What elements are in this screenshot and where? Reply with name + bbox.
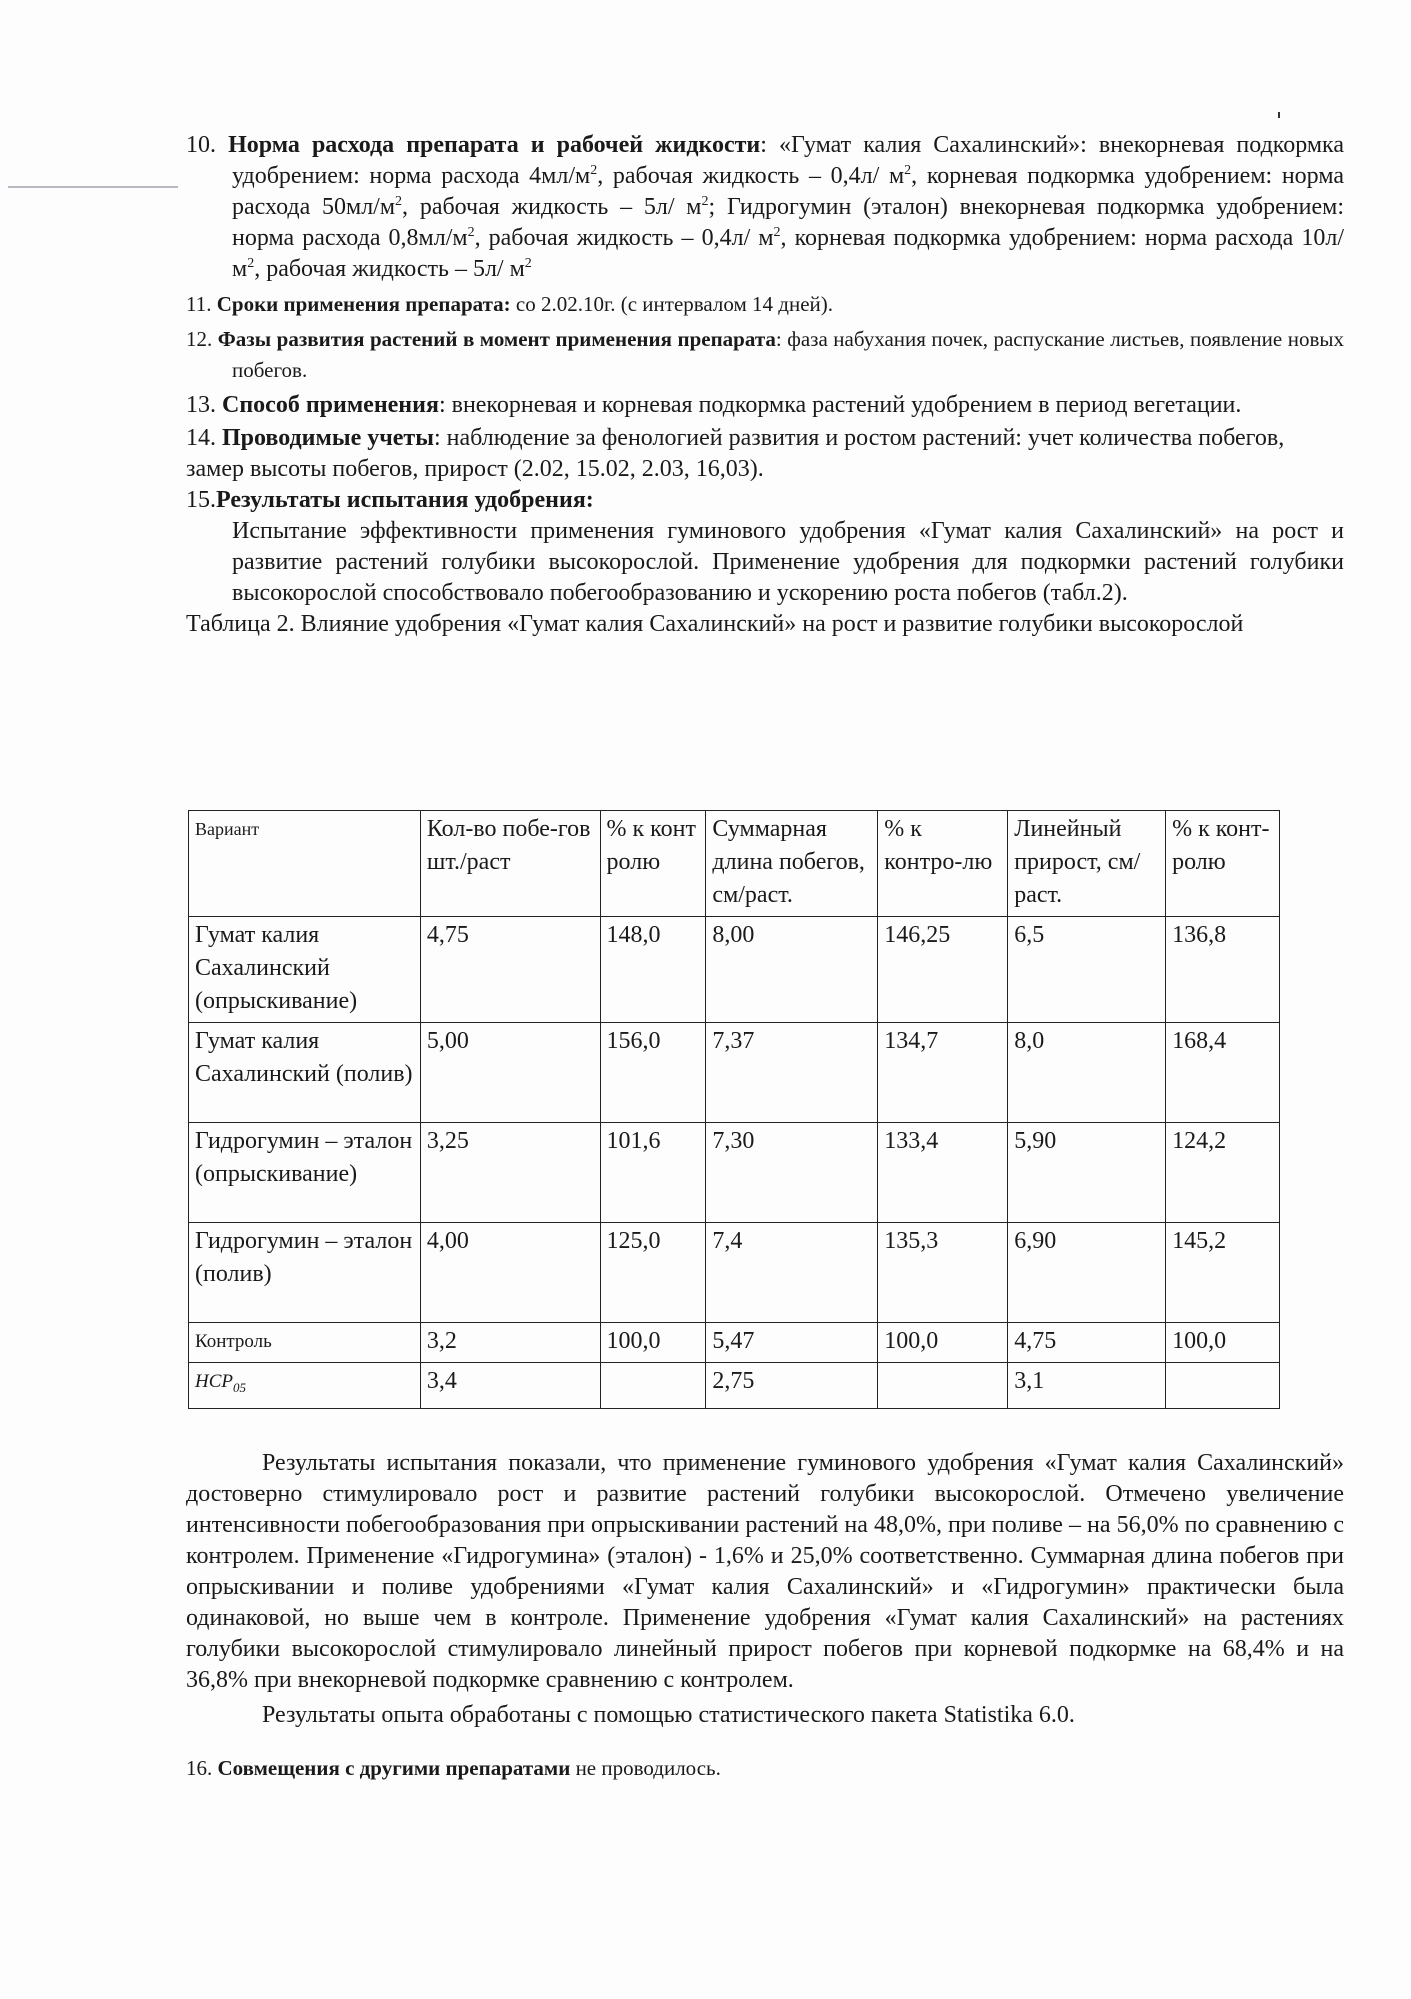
table-cell: 133,4 <box>878 1123 1008 1223</box>
hcp-subscript: 05 <box>233 1379 246 1395</box>
table-cell <box>1166 1363 1280 1409</box>
table-row <box>189 1223 1280 1323</box>
table-header: Линейный прирост, см/раст. <box>1008 811 1166 917</box>
item-13-number: 13. <box>186 392 216 418</box>
item-11-number: 11. <box>186 292 212 316</box>
table-cell-variant: Гидрогумин – эталон (полив) <box>189 1223 421 1323</box>
scan-speck <box>1278 112 1280 118</box>
table-cell: 134,7 <box>878 1023 1008 1123</box>
table-cell: 101,6 <box>600 1123 706 1223</box>
table-cell: 7,37 <box>706 1023 878 1123</box>
table-header: Кол-во побе-гов шт./раст <box>420 811 600 917</box>
table-cell-variant <box>189 1363 421 1409</box>
item-10-number: 10. <box>186 132 216 158</box>
item-13-title: Способ применения <box>222 392 439 418</box>
item-10 <box>186 130 1344 285</box>
statistics-note: Результаты опыта обработаны с помощью статистического пакета Statistika 6.0. <box>262 1702 1075 1728</box>
item-12-text: : фаза набухания почек, распускание листьев, появление новых побегов. <box>232 327 1344 382</box>
table-cell: 4,75 <box>420 917 600 1023</box>
item-15-text: Испытание эффективности применения гуминового удобрения «Гумат калия Сахалинский» на рост и развитие растений голубики высокорослой. Применение удобрения для подкормки растений голубики высокорослой способствовало побегообразованию и ускорению роста побегов (табл.2). <box>232 518 1344 606</box>
table-cell: 156,0 <box>600 1023 706 1123</box>
table-cell: 145,2 <box>1166 1223 1280 1323</box>
sup: 2 <box>590 163 598 178</box>
table-cell: 6,90 <box>1008 1223 1166 1323</box>
table-cell <box>600 1363 706 1409</box>
item-10-text: , корневая подкормка удобрением: норма расхода 10л/м <box>232 225 1345 282</box>
table-cell: 8,00 <box>706 917 878 1023</box>
table-cell: 3,2 <box>420 1323 600 1363</box>
table-cell-variant: Гумат калия Сахалинский (опрыскивание) <box>189 917 421 1023</box>
table-cell: 124,2 <box>1166 1123 1280 1223</box>
table-header: Суммарная длина побегов, см/раст. <box>706 811 878 917</box>
sup: 2 <box>524 256 532 271</box>
table-cell: 125,0 <box>600 1223 706 1323</box>
item-13 <box>186 390 1344 421</box>
sup: 2 <box>395 194 403 209</box>
scan-margin-line <box>8 186 178 188</box>
table-cell: 100,0 <box>1166 1323 1280 1363</box>
table-cell: 5,90 <box>1008 1123 1166 1223</box>
item-15-title: Результаты испытания удобрения: <box>216 487 594 513</box>
results-table <box>188 810 1280 1409</box>
table-row <box>189 917 1280 1023</box>
table-row <box>189 1023 1280 1123</box>
hcp-label: НСР <box>195 1371 233 1392</box>
item-12 <box>186 324 1344 386</box>
table-cell: 100,0 <box>600 1323 706 1363</box>
sup: 2 <box>701 194 709 209</box>
table-header: % к контро-лю <box>878 811 1008 917</box>
item-13-text: : внекорневая и корневая подкормка растений удобрением в период вегетации. <box>438 392 1242 418</box>
sup: 2 <box>467 225 475 240</box>
item-14 <box>186 423 1344 485</box>
table-row-hcp <box>189 1363 1280 1409</box>
item-10-title: Норма расхода препарата и рабочей жидкости <box>228 132 761 158</box>
table-cell-variant: Гидрогумин – эталон (опрыскивание) <box>189 1123 421 1223</box>
table-header-row <box>189 811 1280 917</box>
item-16-text: не проводилось. <box>570 1756 721 1780</box>
table-cell: 146,25 <box>878 917 1008 1023</box>
item-14-number: 14. <box>186 425 216 451</box>
sup: 2 <box>247 256 255 271</box>
table-cell: 3,4 <box>420 1363 600 1409</box>
sup: 2 <box>773 225 781 240</box>
item-11 <box>186 289 1344 320</box>
table-cell: 8,0 <box>1008 1023 1166 1123</box>
item-10-text: , рабочая жидкость – 5л/ м <box>402 194 702 220</box>
table-cell: 148,0 <box>600 917 706 1023</box>
sup: 2 <box>904 163 912 178</box>
table-cell-variant: Гумат калия Сахалинский (полив) <box>189 1023 421 1123</box>
table-cell-variant: Контроль <box>189 1323 421 1363</box>
item-10-text: , корневая подкормка удобрением: норма расхода 50мл/м <box>232 163 1344 220</box>
item-12-number: 12. <box>186 327 213 351</box>
table-header: Вариант <box>189 811 421 917</box>
table-cell: 5,00 <box>420 1023 600 1123</box>
item-15 <box>186 485 1344 516</box>
item-10-text: , рабочая жидкость – 0,4л/ м <box>597 163 905 189</box>
item-16 <box>186 1753 1344 1784</box>
table-cell: 4,75 <box>1008 1323 1166 1363</box>
item-12-title: Фазы развития растений в момент применения препарата <box>217 327 776 351</box>
table-cell: 4,00 <box>420 1223 600 1323</box>
item-16-title: Совмещения с другими препаратами <box>217 1756 571 1780</box>
table-cell: 5,47 <box>706 1323 878 1363</box>
table-header: % к конт ролю <box>600 811 706 917</box>
table-cell: 135,3 <box>878 1223 1008 1323</box>
table-caption: Таблица 2. Влияние удобрения «Гумат калия Сахалинский» на рост и развитие голубики высокорослой <box>186 611 1244 637</box>
item-11-title: Сроки применения препарата: <box>216 292 511 316</box>
table-row <box>189 1123 1280 1223</box>
item-16-number: 16. <box>186 1756 213 1780</box>
item-10-text: : «Гумат калия Сахалинский»: внекорневая подкормка удобрением: норма расхода 4мл/м <box>232 132 1345 189</box>
table-cell: 6,5 <box>1008 917 1166 1023</box>
table-cell: 7,4 <box>706 1223 878 1323</box>
table-cell: 3,1 <box>1008 1363 1166 1409</box>
item-11-text: со 2.02.10г. (с интервалом 14 дней). <box>510 292 834 316</box>
table-cell: 7,30 <box>706 1123 878 1223</box>
document-body <box>186 130 1344 640</box>
conclusion-section <box>186 1448 1344 1784</box>
item-10-text: ; Гидрогумин (эталон) внекорневая подкормка удобрением: норма расхода 0,8мл/м <box>232 194 1344 251</box>
table-cell: 3,25 <box>420 1123 600 1223</box>
item-10-text: , рабочая жидкость – 5л/ м <box>254 256 525 282</box>
item-14-text: : наблюдение за фенологией развития и ростом растений: учет количества побегов, замер высоты побегов, прирост (2.02, 15.02, 2.03, 16,03). <box>186 425 1285 482</box>
table-cell: 100,0 <box>878 1323 1008 1363</box>
item-15-number: 15. <box>186 487 216 513</box>
table-cell: 136,8 <box>1166 917 1280 1023</box>
table-cell: 168,4 <box>1166 1023 1280 1123</box>
item-10-text: , рабочая жидкость – 0,4л/ м <box>474 225 774 251</box>
item-14-title: Проводимые учеты <box>222 425 434 451</box>
table-cell <box>878 1363 1008 1409</box>
table-row-control <box>189 1323 1280 1363</box>
table-header: % к конт-ролю <box>1166 811 1280 917</box>
table-cell: 2,75 <box>706 1363 878 1409</box>
conclusion-paragraph: Результаты испытания показали, что применение гуминового удобрения «Гумат калия Сахалинский» достоверно стимулировало рост и развитие растений голубики высокорослой. Отмечено увеличение интенсивности побегообразования при опрыскивании растений на 48,0%, при поливе – на 56,0% по сравнению с контролем. Применение «Гидрогумина» (эталон) - 1,6% и 25,0% соответственно. Суммарная длина побегов при опрыскивании и поливе удобрениями «Гумат калия Сахалинский» и «Гидрогумин» практически была одинаковой, но выше чем в контроле. Применение удобрения «Гумат калия Сахалинский» на растениях голубики высокорослой стимулировало линейный прирост побегов при корневой подкормке на 68,4% и на 36,8% при внекорневой подкормке сравнению с контролем. <box>186 1450 1344 1693</box>
